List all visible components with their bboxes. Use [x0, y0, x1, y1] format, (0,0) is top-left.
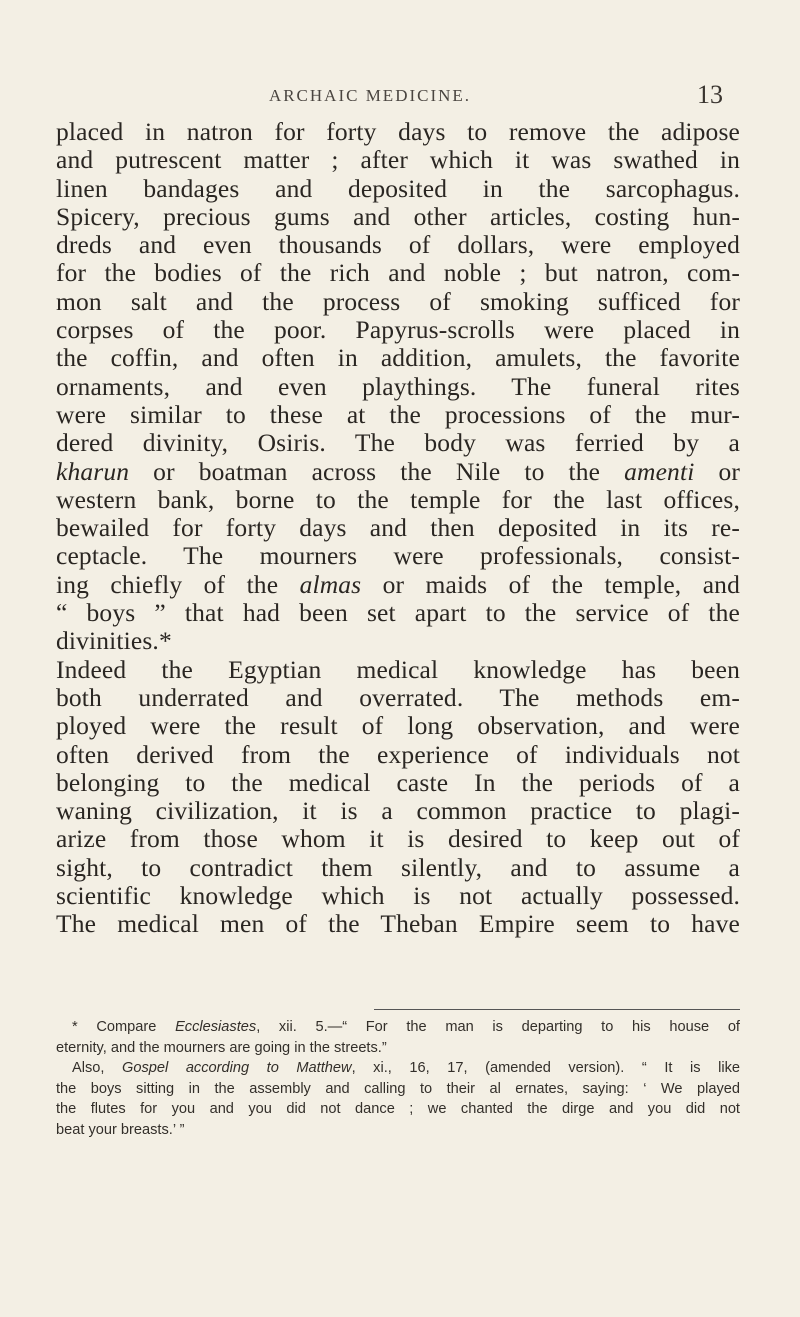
- text-line-with-italics: [56, 458, 740, 486]
- text-line: the coffin, and often in addition, amulets, the favorite: [56, 343, 740, 373]
- footnote-run: , xii. 5.—“ For the man is departing to his house of: [256, 1019, 740, 1035]
- footnote-line: beat your breasts.’ ”: [56, 1121, 185, 1138]
- text-line: Spicery, precious gums and other articles, costing hun-: [56, 201, 740, 231]
- footnote-italic-gospel: Gospel according to Matthew: [122, 1060, 352, 1077]
- italic-term-almas: almas: [299, 569, 362, 599]
- footnote-run: Also,: [72, 1060, 123, 1077]
- page-number: 13: [697, 80, 723, 109]
- footnote-run: * Compare: [72, 1019, 176, 1035]
- text-line: both underrated and overrated. The methods em-: [56, 682, 740, 712]
- footnote-line: [56, 1058, 740, 1079]
- italic-term-kharun: kharun: [56, 456, 130, 486]
- text-line: Indeed the Egyptian medical knowledge has been: [56, 654, 740, 684]
- text-line: ployed were the result of long observation, and were: [56, 711, 740, 741]
- footnote-line: eternity, and the mourners are going in the streets.”: [56, 1039, 387, 1056]
- text-line: mon salt and the process of smoking sufficed for: [56, 286, 740, 316]
- footnote-line: the boys sitting in the assembly and calling to their al ernates, saying: ‘ We played: [56, 1080, 740, 1097]
- text-line: divinities.*: [56, 626, 172, 656]
- footnote-run: , xi., 16, 17, (amended version). “ It is like: [351, 1060, 740, 1077]
- text-line: The medical men of the Theban Empire seem to have: [56, 909, 740, 939]
- text-line: western bank, borne to the temple for the last offices,: [56, 484, 740, 514]
- text-line: sight, to contradict them silently, and to assume a: [56, 852, 740, 882]
- text-line: arize from those whom it is desired to keep out of: [56, 824, 740, 854]
- footnote: [56, 1017, 740, 1141]
- text-line: waning civilization, it is a common practice to plagi-: [56, 796, 740, 826]
- text-run: or: [694, 456, 740, 486]
- running-title: ARCHAIC MEDICINE.: [268, 86, 472, 105]
- text-line: scientific knowledge which is not actually possessed.: [56, 881, 740, 911]
- text-line: ornaments, and even playthings. The funeral rites: [56, 371, 740, 401]
- text-line: often derived from the experience of individuals not: [56, 739, 740, 769]
- text-run: ing chiefly of the: [56, 569, 300, 599]
- text-line: ceptacle. The mourners were professionals, consist-: [56, 541, 740, 571]
- text-line: belonging to the medical caste In the periods of a: [56, 767, 740, 797]
- footnote-line: [56, 1017, 740, 1038]
- running-head: [0, 80, 800, 110]
- body-text: [56, 118, 740, 939]
- text-line: dreds and even thousands of dollars, were employed: [56, 230, 740, 260]
- footnote-rule: [374, 1009, 740, 1010]
- text-line: “ boys ” that had been set apart to the service of the: [56, 598, 740, 628]
- text-run: or maids of the temple, and: [361, 569, 740, 599]
- text-line-with-italics: [56, 571, 740, 599]
- text-line: were similar to these at the processions of the mur-: [56, 399, 740, 429]
- footnote-italic-ecclesiastes: Ecclesiastes: [175, 1019, 257, 1035]
- italic-term-amenti: amenti: [624, 456, 695, 486]
- text-line: bewailed for forty days and then deposited in its re-: [56, 513, 740, 543]
- text-run: or boatman across the Nile to the: [129, 456, 625, 486]
- text-line: and putrescent matter ; after which it was swathed in: [56, 145, 740, 175]
- footnote-line: the flutes for you and you did not dance ; we chanted the dirge and you did not: [56, 1101, 740, 1118]
- text-line: for the bodies of the rich and noble ; but natron, com-: [56, 258, 740, 288]
- text-line: dered divinity, Osiris. The body was ferried by a: [56, 428, 740, 458]
- text-line: placed in natron for forty days to remove the adipose: [56, 117, 740, 146]
- text-line: linen bandages and deposited in the sarcophagus.: [56, 173, 740, 203]
- text-line: corpses of the poor. Papyrus-scrolls were placed in: [56, 315, 740, 345]
